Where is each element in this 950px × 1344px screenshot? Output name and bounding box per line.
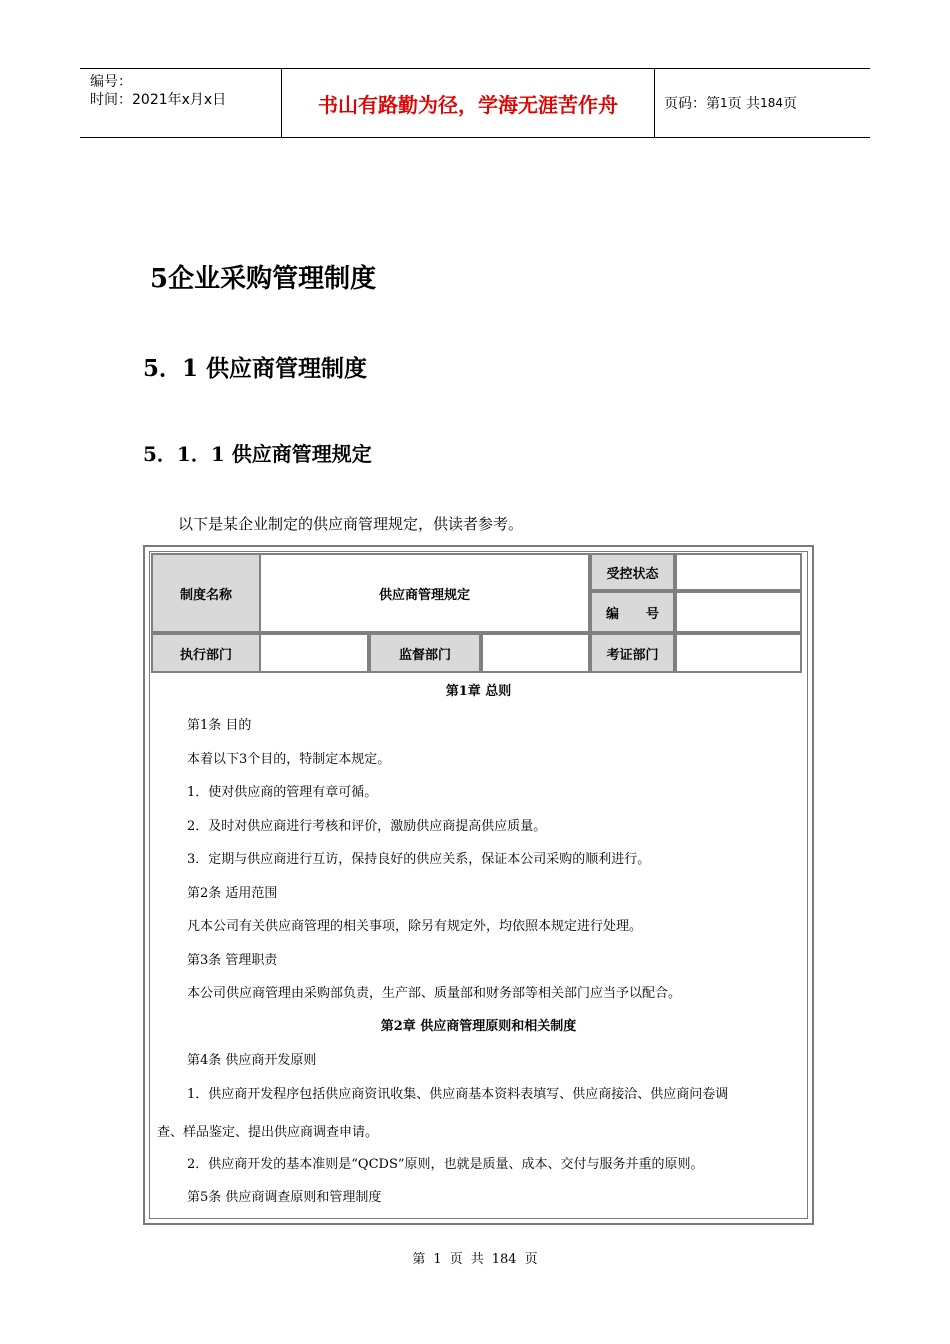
- verify-dept-label: 考证部门: [606, 647, 659, 663]
- header-page-total: 184: [760, 96, 783, 110]
- number-value-cell: [675, 591, 802, 633]
- footer-d: 页: [524, 1252, 538, 1267]
- article-5: 第5条 供应商调查原则和管理制度: [187, 1190, 382, 1205]
- article-2: 第2条 适用范围: [187, 886, 278, 901]
- supervise-dept-label: 监督部门: [398, 647, 451, 663]
- footer-total: 184: [491, 1252, 517, 1267]
- header-motto: 书山有路勤为径，学海无涯苦作舟: [281, 69, 655, 137]
- control-status-value-cell: [675, 553, 802, 591]
- section-title: 5．1 供应商管理制度: [143, 355, 368, 382]
- page-footer: [0, 1248, 950, 1267]
- exec-dept-label: 执行部门: [179, 647, 232, 663]
- document-header: [80, 68, 870, 138]
- footer-a: 第: [412, 1252, 426, 1267]
- header-page-prefix: 页码：第: [664, 96, 720, 112]
- subsection-title: 5．1．1 供应商管理规定: [143, 442, 372, 466]
- header-page-mid: 页 共: [727, 96, 761, 112]
- number-label-a: 编: [606, 606, 620, 622]
- chapter-title: 5企业采购管理制度: [150, 264, 377, 294]
- number-label-b: 号: [645, 606, 659, 622]
- name-label: 制度名称: [179, 587, 232, 603]
- header-meta: [80, 69, 281, 137]
- article-1-item-2: 2．及时对供应商进行考核和评价，激励供应商提高供应质量。: [187, 819, 547, 834]
- control-status-label-cell: [590, 553, 675, 591]
- name-value: 供应商管理规定: [378, 587, 470, 603]
- intro-paragraph: 以下是某企业制定的供应商管理规定，供读者参考。: [178, 515, 524, 533]
- number-label-cell: [590, 591, 675, 633]
- article-4-item-1-line-1: 1．供应商开发程序包括供应商资讯收集、供应商基本资料表填写、供应商接洽、供应商问卷调: [187, 1087, 729, 1102]
- article-1-item-1: 1．使对供应商的管理有章可循。: [187, 785, 378, 800]
- header-page-number: 1: [720, 96, 728, 110]
- article-1-item-3: 3．定期与供应商进行互访，保持良好的供应关系，保证本公司采购的顺利进行。: [187, 852, 651, 867]
- chapter-1-heading: 第1章 总则: [445, 684, 512, 699]
- header-page-info: [654, 69, 870, 137]
- header-number-label: 编号：: [90, 74, 132, 90]
- article-2-text: 凡本公司有关供应商管理的相关事项，除另有规定外，均依照本规定进行处理。: [187, 919, 643, 934]
- chapter-2-heading: 第2章 供应商管理原则和相关制度: [380, 1019, 577, 1034]
- footer-page-number: 1: [433, 1252, 442, 1267]
- verify-dept-value-cell: [675, 633, 802, 673]
- supervise-dept-value-cell: [481, 633, 590, 673]
- article-3-text: 本公司供应商管理由采购部负责，生产部、质量部和财务部等相关部门应当予以配合。: [187, 986, 682, 1001]
- exec-dept-label-cell: [151, 633, 261, 673]
- control-status-label: 受控状态: [606, 566, 659, 582]
- exec-dept-value-cell: [259, 633, 369, 673]
- footer-c: 共: [470, 1252, 484, 1267]
- name-value-cell: [259, 553, 590, 633]
- header-page-suffix: 页: [783, 96, 797, 112]
- name-label-cell: [151, 553, 261, 633]
- header-date-label: 时间：2021年x月x日: [90, 92, 227, 108]
- footer-b: 页: [449, 1252, 463, 1267]
- article-4-item-1-line-2: 查、样品鉴定、提出供应商调查申请。: [157, 1125, 379, 1140]
- article-4: 第4条 供应商开发原则: [187, 1053, 317, 1068]
- article-1-text: 本着以下3个目的，特制定本规定。: [187, 752, 391, 767]
- article-4-item-2: 2．供应商开发的基本准则是“QCDS”原则，也就是质量、成本、交付与服务并重的原则。: [187, 1157, 704, 1172]
- supervise-dept-label-cell: [369, 633, 481, 673]
- regulation-form: [143, 545, 814, 1225]
- article-1: 第1条 目的: [187, 718, 252, 733]
- verify-dept-label-cell: [590, 633, 675, 673]
- article-3: 第3条 管理职责: [187, 953, 278, 968]
